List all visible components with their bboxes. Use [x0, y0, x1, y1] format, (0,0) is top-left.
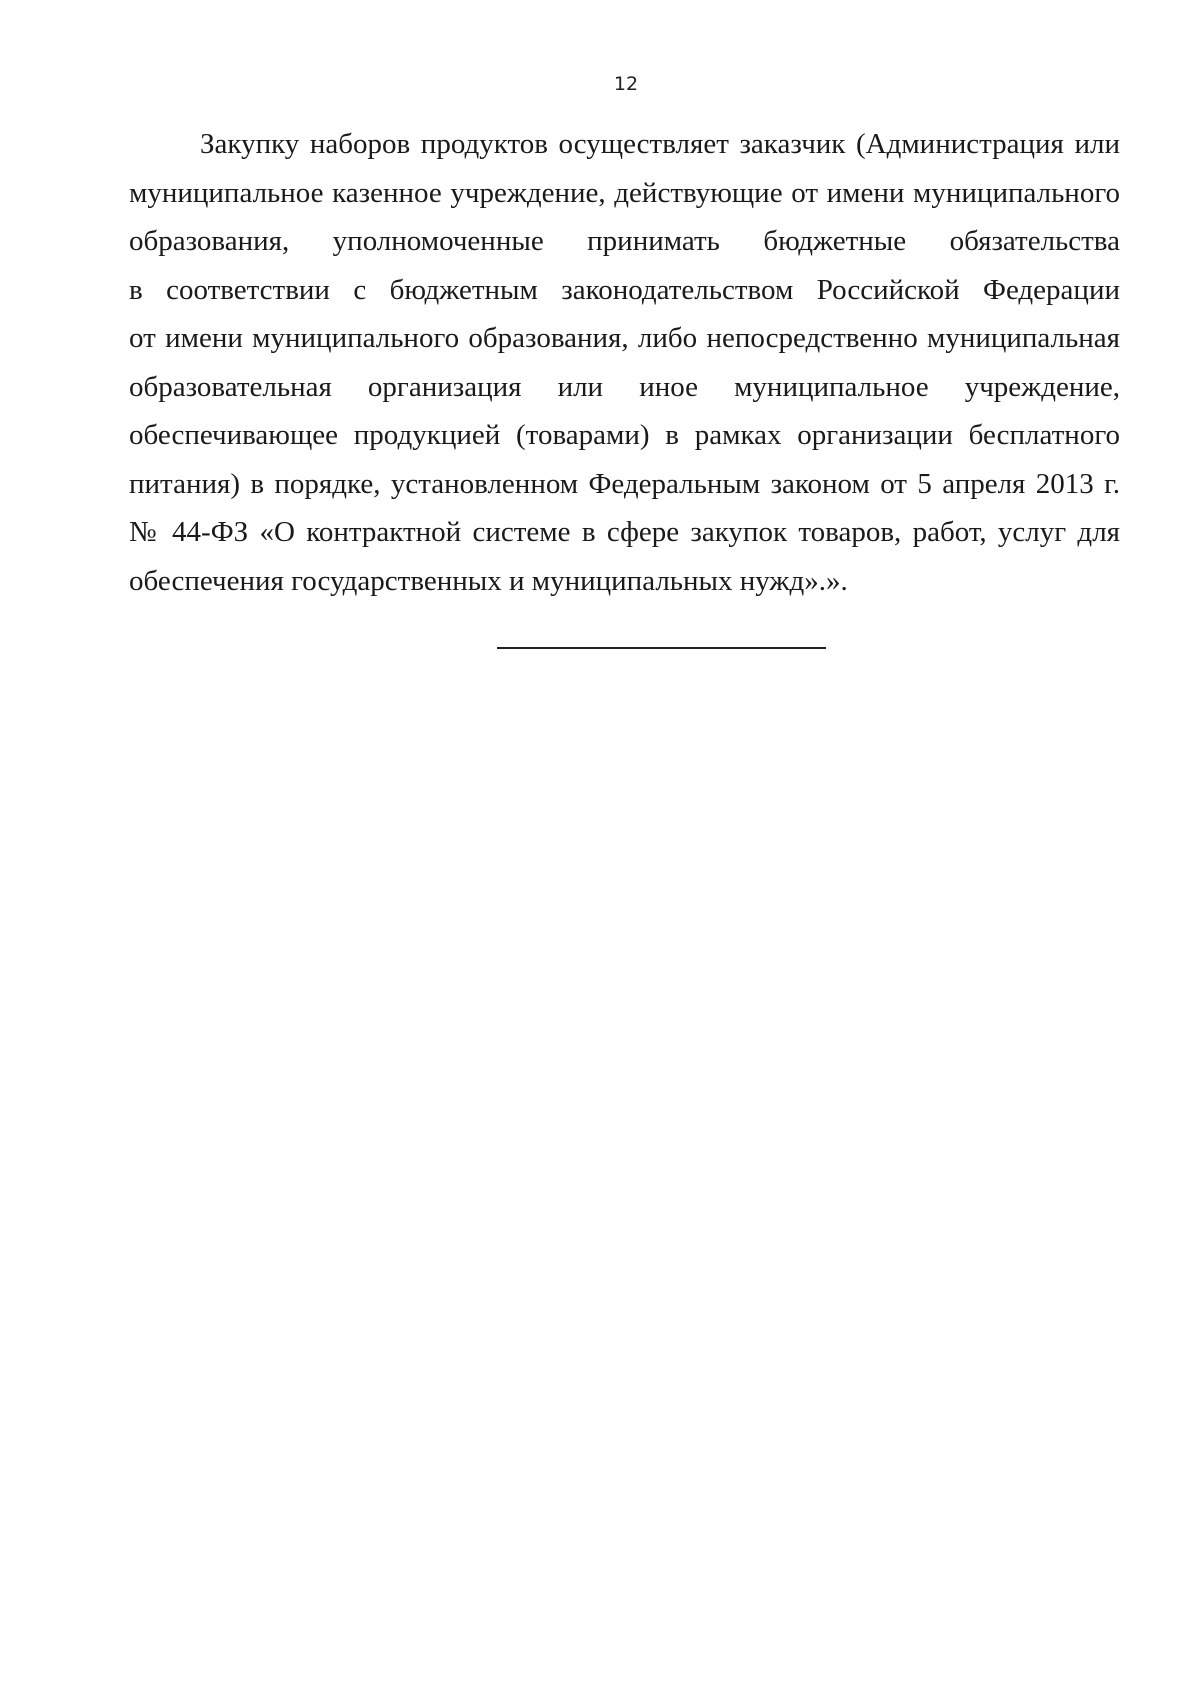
paragraph-line: Закупку наборов продуктов осуществляет заказчик (Администрация или [200, 128, 1120, 160]
closing-divider [497, 647, 826, 649]
paragraph-line: муниципальное казенное учреждение, действующие от имени муниципального [129, 176, 1120, 209]
paragraph-line: № 44-ФЗ «О контрактной системе в сфере закупок товаров, работ, услуг для [129, 516, 1120, 548]
paragraph-line: образования, уполномоченные принимать бюджетные обязательства [129, 225, 1120, 257]
paragraph-line: питания) в порядке, установленном Федеральным законом от 5 апреля 2013 г. [129, 467, 1120, 500]
page-number: 12 [613, 73, 639, 95]
paragraph-line: обеспечивающее продукцией (товарами) в рамках организации бесплатного [129, 419, 1120, 451]
paragraph-line: образовательная организация или иное муниципальное учреждение, [129, 370, 1120, 403]
body-paragraph [129, 120, 1120, 605]
paragraph-line: обеспечения государственных и муниципальных нужд».». [129, 564, 848, 597]
paragraph-line: в соответствии с бюджетным законодательством Российской Федерации [129, 273, 1120, 306]
paragraph-line: от имени муниципального образования, либо непосредственно муниципальная [129, 322, 1120, 354]
